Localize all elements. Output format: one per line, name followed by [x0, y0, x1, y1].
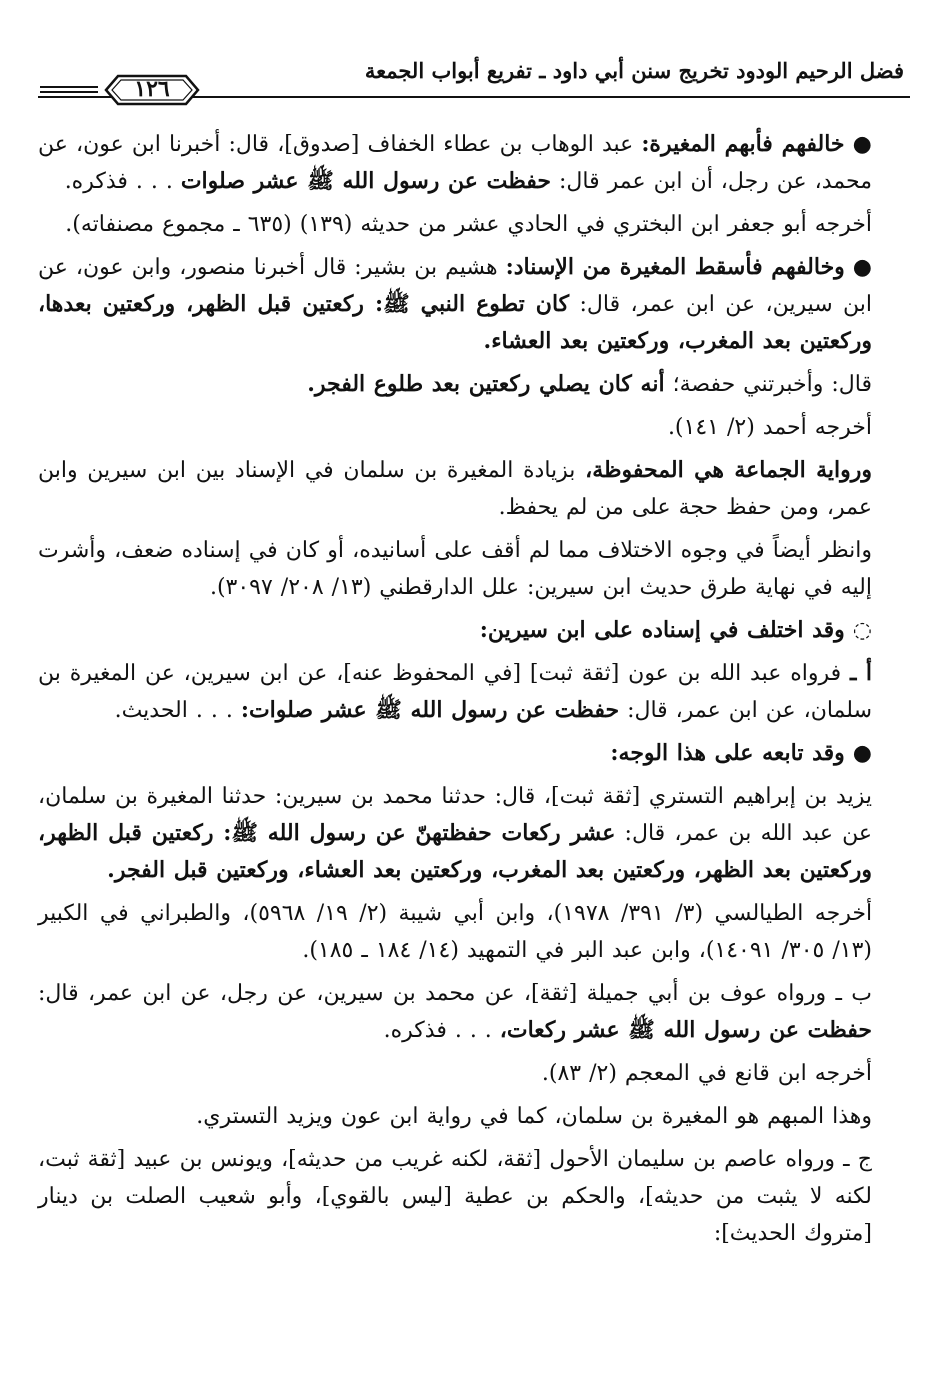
- text-span: بزيادة المغيرة بن سلمان في الإسناد بين ابن سيرين وابن عمر، ومن حفظ حجة على من لم يحفظ.: [38, 458, 872, 520]
- lead-heading: خالفهم فأبهم المغيرة:: [641, 131, 845, 157]
- hadith-text: حفظت عن رسول الله ﷺ عشر صلوات:: [240, 697, 620, 723]
- hadith-text: حفظت عن رسول الله ﷺ عشر ركعات،: [499, 1017, 872, 1043]
- page-body: [38, 126, 910, 1258]
- paragraph-8: [38, 612, 910, 649]
- header-rule-lines: [40, 86, 98, 94]
- paragraph-7: وانظر أيضاً في وجوه الاختلاف مما لم أقف على أسانيده، أو كان في إسناده ضعف، وأشرت إليه في نهاية طرق حديث ابن سيرين: علل الدارقطني (١٣/ ٢٠٨/ ٣٠٩٧).: [38, 538, 872, 600]
- paragraph-15: وهذا المبهم هو المغيرة بن سلمان، كما في رواية ابن عون ويزيد التستري.: [196, 1104, 872, 1129]
- section-heading: وقد تابعه على هذا الوجه:: [610, 740, 845, 766]
- bullet-icon: ●: [852, 740, 872, 766]
- paragraph-5: أخرجه أحمد (٢/ ١٤١).: [667, 415, 872, 440]
- item-label: أ ـ: [849, 660, 873, 686]
- text-span: ب ـ ورواه عوف بن أبي جميلة [ثقة]، عن محمد بن سيرين، عن رجل، عن ابن عمر، قال:: [38, 981, 872, 1006]
- text-span: . . . فذكره.: [64, 169, 181, 194]
- section-heading: وقد اختلف في إسناده على ابن سيرين:: [479, 617, 845, 643]
- paragraph-3: [38, 249, 910, 360]
- hadith-text: عشر ركعات حفظتهنّ عن رسول الله ﷺ: ركعتين قبل الظهر، وركعتين بعد الظهر، وركعتين بعد المغرب، وركعتين بعد العشاء، وركعتين قبل الفجر.: [38, 820, 872, 883]
- text-span: فرواه عبد الله بن عون [ثقة ثبت] [في المحفوظ عنه]، عن ابن سيرين، عن المغيرة بن سلمان، عن ابن عمر، قال:: [38, 661, 872, 723]
- page-number: ١٢٦: [134, 76, 170, 102]
- lead-heading: وخالفهم فأسقط المغيرة من الإسناد:: [505, 254, 845, 280]
- paragraph-6: [38, 452, 910, 526]
- paragraph-13: [38, 975, 910, 1049]
- paragraph-10: [38, 735, 910, 772]
- hadith-text: أنه كان يصلي ركعتين بعد طلوع الفجر.: [307, 371, 665, 397]
- text-span: عبد الوهاب بن عطاء الخفاف [صدوق]، قال: أخبرنا ابن عون، عن محمد، عن رجل، أن ابن عمر قال:: [38, 132, 872, 194]
- bullet-icon: ●: [852, 254, 872, 280]
- paragraph-16: ج ـ ورواه عاصم بن سليمان الأحول [ثقة، لكنه غريب من حديثه]، ويونس بن عبيد [ثقة ثبت، لكنه لا يثبت من حديثه]، والحكم بن عطية [ليس بالقوي]، وأبو شعيب الصلت بن دينار [متروك الحديث]:: [38, 1147, 872, 1246]
- paragraph-11: [38, 778, 910, 889]
- text-span: . . . الحديث.: [114, 698, 241, 723]
- text-span: هشيم بن بشير: قال أخبرنا منصور، وابن عون، عن ابن سيرين، عن ابن عمر، قال:: [38, 255, 872, 317]
- hadith-text: حفظت عن رسول الله ﷺ عشر صلوات: [180, 168, 551, 194]
- book-page: [38, 52, 910, 1362]
- text-span: يزيد بن إبراهيم التستري [ثقة ثبت]، قال: حدثنا محمد بن سيرين: حدثنا المغيرة بن سلمان، عن عبد الله بن عمر، قال:: [38, 784, 872, 846]
- paragraph-2: أخرجه أبو جعفر ابن البختري في الحادي عشر من حديثه (١٣٩) (٦٣٥ ـ مجموع مصنفاته).: [65, 212, 872, 237]
- bullet-icon: ◌: [852, 617, 872, 643]
- hadith-text: كان تطوع النبي ﷺ: ركعتين قبل الظهر، وركعتين بعدها، وركعتين بعد المغرب، وركعتين بعد العشاء.: [38, 291, 872, 354]
- header-title: فضل الرحيم الودود تخريج سنن أبي داود ـ تفريع أبواب الجمعة: [364, 58, 904, 83]
- paragraph-12: أخرجه الطيالسي (٣/ ٣٩١/ ١٩٧٨)، وابن أبي شيبة (٢/ ١٩/ ٥٩٦٨)، والطبراني في الكبير (١٣/ ٣٠٥/ ١٤٠٩١)، وابن عبد البر في التمهيد (١٤/ ١٨٤ ـ ١٨٥).: [38, 901, 873, 963]
- running-header: [38, 52, 910, 102]
- text-span: . . . فذكره.: [383, 1018, 500, 1043]
- paragraph-4: [38, 366, 910, 403]
- paragraph-9: [38, 655, 910, 729]
- text-span: قال: وأخبرتني حفصة؛: [664, 372, 872, 397]
- bullet-icon: ●: [852, 131, 873, 157]
- paragraph-1: [38, 126, 910, 200]
- page-number-ornament: [104, 70, 200, 110]
- paragraph-14: أخرجه ابن قانع في المعجم (٢/ ٨٣).: [541, 1061, 872, 1086]
- lead-heading: ورواية الجماعة هي المحفوظة،: [585, 457, 872, 483]
